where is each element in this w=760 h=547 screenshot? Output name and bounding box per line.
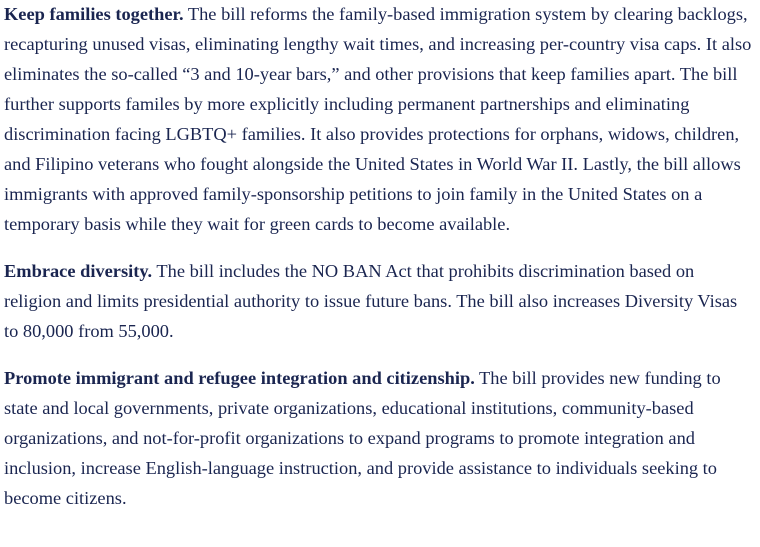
paragraph-text: The bill reforms the family-based immigration system by clearing backlogs, recapturing unused visas, eliminating lengthy wait times, and increasing per-country visa caps. It also eliminates the so-called “3 and 10-year bars,” and other provisions that keep families apart. The bill further supports familes by more explicitly including permanent partnerships and eliminating discrimination facing LGBTQ+ families. It also provides protections for orphans, widows, children, and Filipino veterans who fought alongside the United States in World War II. Lastly, the bill allows immigrants with approved family-sponsorship petitions to join family in the United States on a temporary basis while they wait for green cards to become available.	[4, 4, 752, 234]
paragraph-heading: Embrace diversity.	[4, 261, 153, 281]
paragraph-keep-families-together	[4, 0, 752, 239]
paragraph-text: The bill provides new funding to state and local governments, private organizations, educational institutions, community-based organizations, and not-for-profit organizations to expand programs to promote integration and inclusion, increase English-language instruction, and provide assistance to individuals seeking to become citizens.	[4, 368, 721, 508]
paragraph-text: The bill includes the NO BAN Act that prohibits discrimination based on religion and limits presidential authority to issue future bans. The bill also increases Diversity Visas to 80,000 from 55,000.	[4, 261, 738, 341]
paragraph-heading: Keep families together.	[4, 4, 184, 24]
paragraph-promote-integration	[4, 363, 752, 513]
paragraph-heading: Promote immigrant and refugee integration and citizenship.	[4, 368, 475, 388]
paragraph-embrace-diversity	[4, 256, 752, 346]
